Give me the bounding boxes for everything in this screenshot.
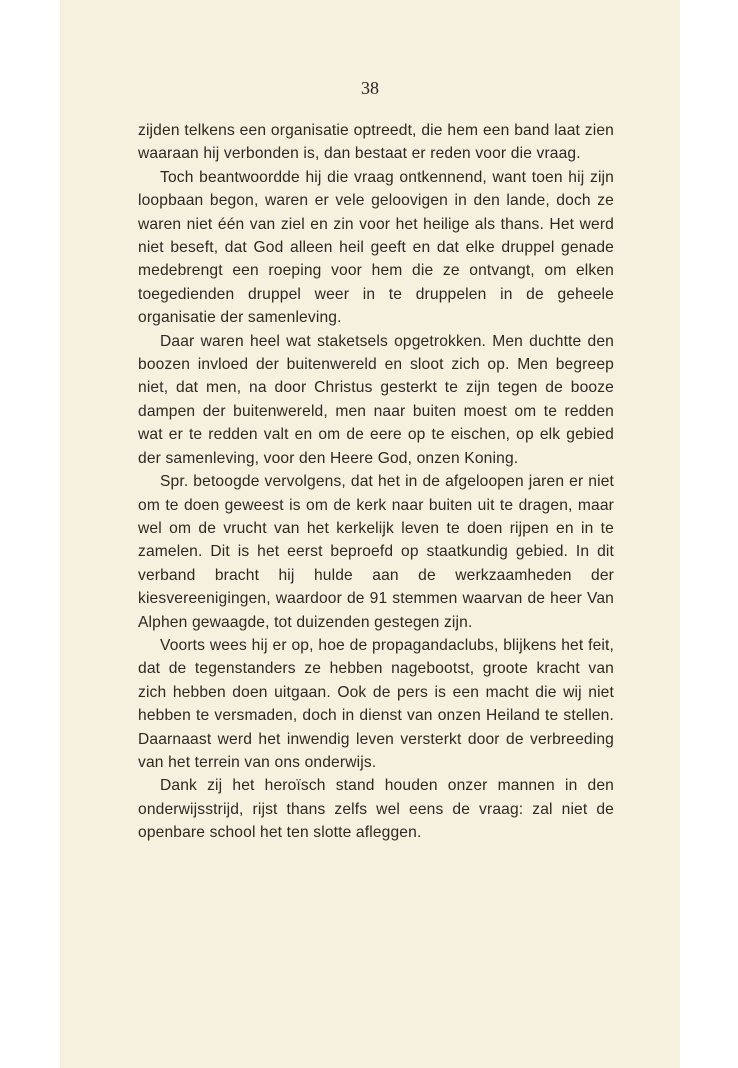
paragraph-6: Dank zij het heroïsch stand houden onzer mannen in den onderwijsstrijd, rijst thans zelfs wel eens de vraag: zal niet de openbare school het ten slotte afleggen. — [138, 777, 614, 842]
page-number: 38 — [361, 78, 379, 98]
paragraph-3: Daar waren heel wat staketsels opgetrokken. Men duchtte den boozen invloed der buitenwereld en sloot zich op. Men begreep niet, dat men, na door Christus gesterkt te zijn tegen de booze dampen der buitenwereld, men naar buiten moest om te redden wat er te redden valt en om de eere op te eischen, op elk gebied der samenleving, voor den Heere God, onzen Koning. — [138, 332, 614, 467]
paragraph-2: Toch beantwoordde hij die vraag ontkennend, want toen hij zijn loopbaan begon, waren er vele geloovigen in den lande, doch ze waren niet één van ziel en zin voor het heilige als thans. Het werd niet beseft, dat God alleen heil geeft en dat elke druppel genade medebrengt een roeping voor hem die ze ontvangt, om elken toegedienden druppel weer in te druppelen in de geheele organisatie der samenleving. — [138, 168, 614, 327]
paragraph-5: Voorts wees hij er op, hoe de propagandaclubs, blijkens het feit, dat de tegenstanders ze hebben nagebootst, groote kracht van zich hebben doen uitgaan. Ook de pers is een macht die wij niet hebben te versmaden, doch in dienst van onzen Heiland te stellen. Daarnaast werd het inwendig leven versterkt door de verbreeding van het terrein van ons onderwijs. — [138, 636, 614, 771]
page-body — [138, 119, 614, 845]
paragraph-4: Spr. betoogde vervolgens, dat het in de afgeloopen jaren er niet om te doen geweest is om de kerk naar buiten uit te dragen, maar wel om de vrucht van het kerkelijk leven te doen rijpen en in te zamelen. Dit is het eerst beproefd op staatkundig gebied. In dit verband bracht hij hulde aan de werkzaamheden der kiesvereenigingen, waardoor de 91 stemmen waarvan de heer Van Alphen gewaagde, tot duizenden gestegen zijn. — [138, 473, 614, 631]
book-page — [60, 0, 680, 1068]
paragraph-1: zijden telkens een organisatie optreedt, die hem een band laat zien waaraan hij verbonden is, dan bestaat er reden voor die vraag. — [138, 122, 614, 163]
